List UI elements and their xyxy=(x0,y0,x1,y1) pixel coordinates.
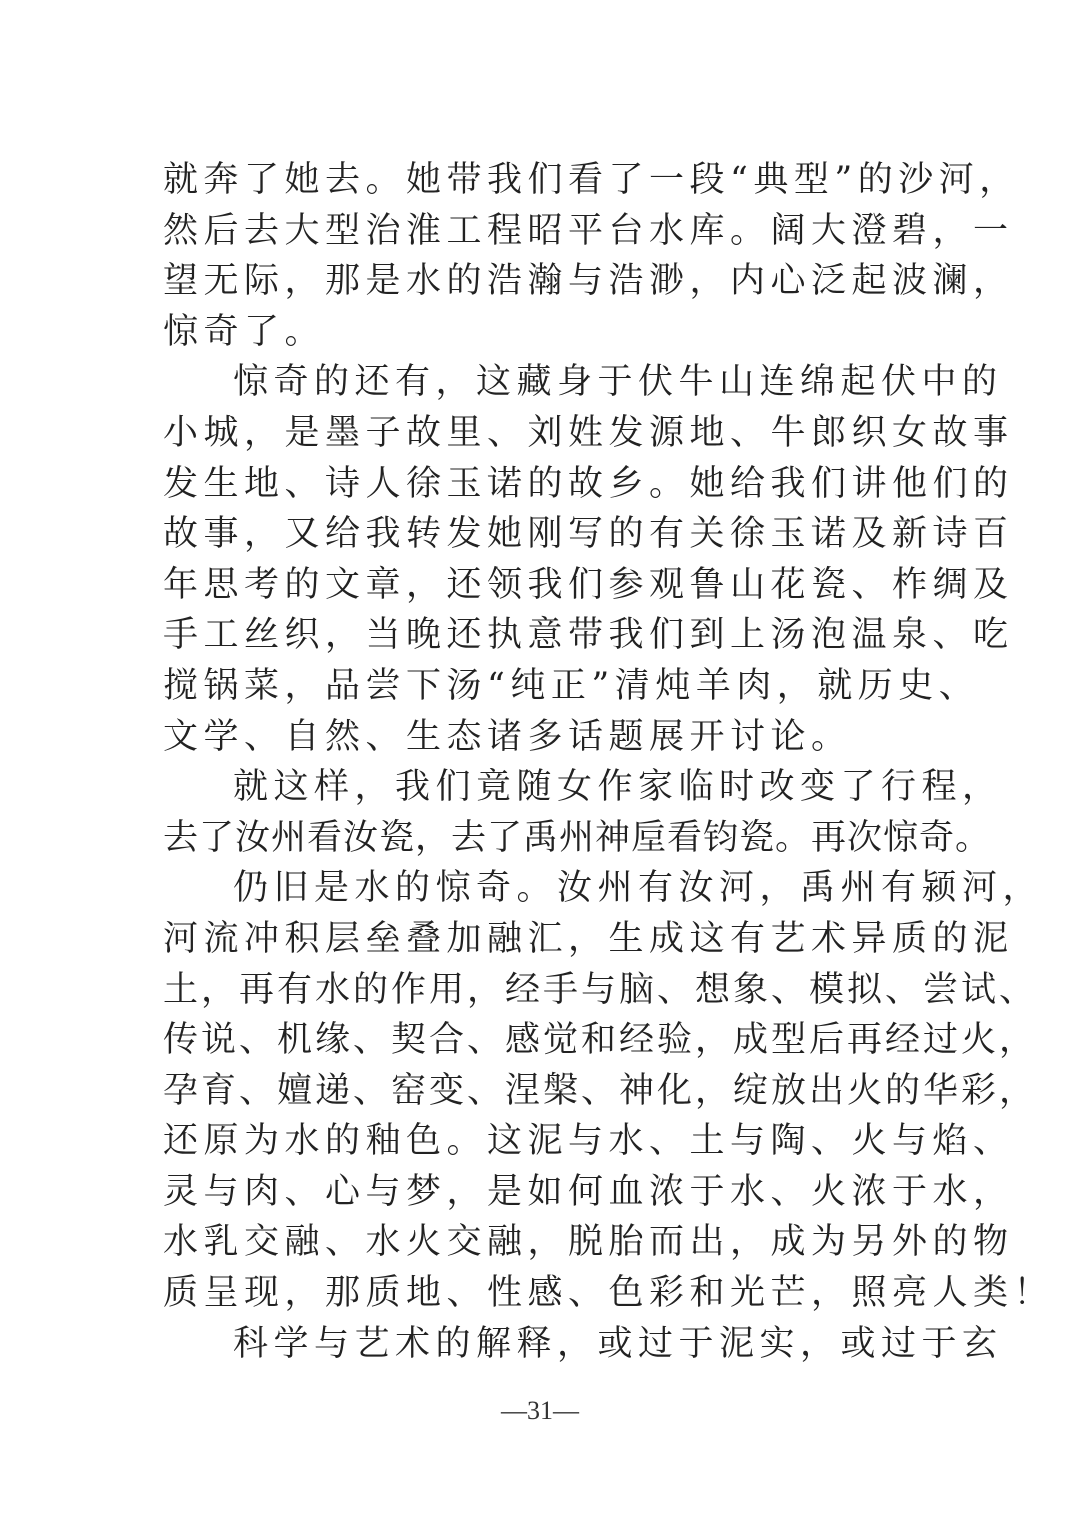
text-line: 就奔了她去。她带我们看了一段“典型”的沙河， xyxy=(163,160,1020,200)
text-line: 发生地、诗人徐玉诺的故乡。她给我们讲他们的 xyxy=(163,463,1014,504)
paragraph-start-line: 仍旧是水的惊奇。汝州有汝河，禹州有颍河， xyxy=(233,868,1044,909)
text-line: 质呈现，那质地、性感、色彩和光芒，照亮人类！ xyxy=(163,1273,1055,1314)
text-line: 孕育、嬗递、窑变、涅槃、神化，绽放出火的华彩， xyxy=(163,1070,1038,1111)
text-line: 去了汝州看汝瓷，去了禹州神垕看钧瓷。再次惊奇。 xyxy=(163,817,992,858)
paragraph-start-line: 惊奇的还有，这藏身于伏牛山连绵起伏中的 xyxy=(233,362,1003,403)
text-line: 文学、自然、生态诸多话题展开讨论。 xyxy=(163,716,852,757)
text-line: 灵与肉、心与梦，是如何血浓于水、火浓于水， xyxy=(163,1171,1014,1212)
text-line: 河流冲积层垒叠加融汇，生成这有艺术异质的泥 xyxy=(163,918,1014,959)
text-line: 搅锅菜，品尝下汤“纯正”清炖羊肉，就历史、 xyxy=(163,665,980,706)
text-line: 望无际，那是水的浩瀚与浩渺，内心泛起波澜， xyxy=(163,261,1014,302)
page-number: —31— xyxy=(501,1396,579,1425)
text-line: 小城，是墨子故里、刘姓发源地、牛郎织女故事 xyxy=(163,412,1014,453)
text-line: 还原为水的釉色。这泥与水、土与陶、火与焰、 xyxy=(163,1121,1014,1162)
text-line: 然后去大型治淮工程昭平台水库。阔大澄碧，一 xyxy=(163,210,1014,251)
text-line: 年思考的文章，还领我们参观鲁山花瓷、柞绸及 xyxy=(163,564,1014,605)
text-line: 故事，又给我转发她刚写的有关徐玉诺及新诗百 xyxy=(163,514,1014,555)
text-line: 手工丝织，当晚还执意带我们到上汤泡温泉、吃 xyxy=(163,615,1014,656)
text-line: 传说、机缘、契合、感觉和经验，成型后再经过火， xyxy=(163,1020,1038,1061)
paragraph-start-line: 科学与艺术的解释，或过于泥实，或过于玄 xyxy=(233,1323,1003,1364)
paragraph-start-line: 就这样，我们竟随女作家临时改变了行程， xyxy=(233,767,1003,808)
text-line: 水乳交融、水火交融，脱胎而出，成为另外的物 xyxy=(163,1222,1014,1263)
text-line: 惊奇了。 xyxy=(163,311,326,352)
text-line: 土，再有水的作用，经手与脑、想象、模拟、尝试、 xyxy=(163,969,1038,1010)
body-text xyxy=(163,155,1055,1369)
